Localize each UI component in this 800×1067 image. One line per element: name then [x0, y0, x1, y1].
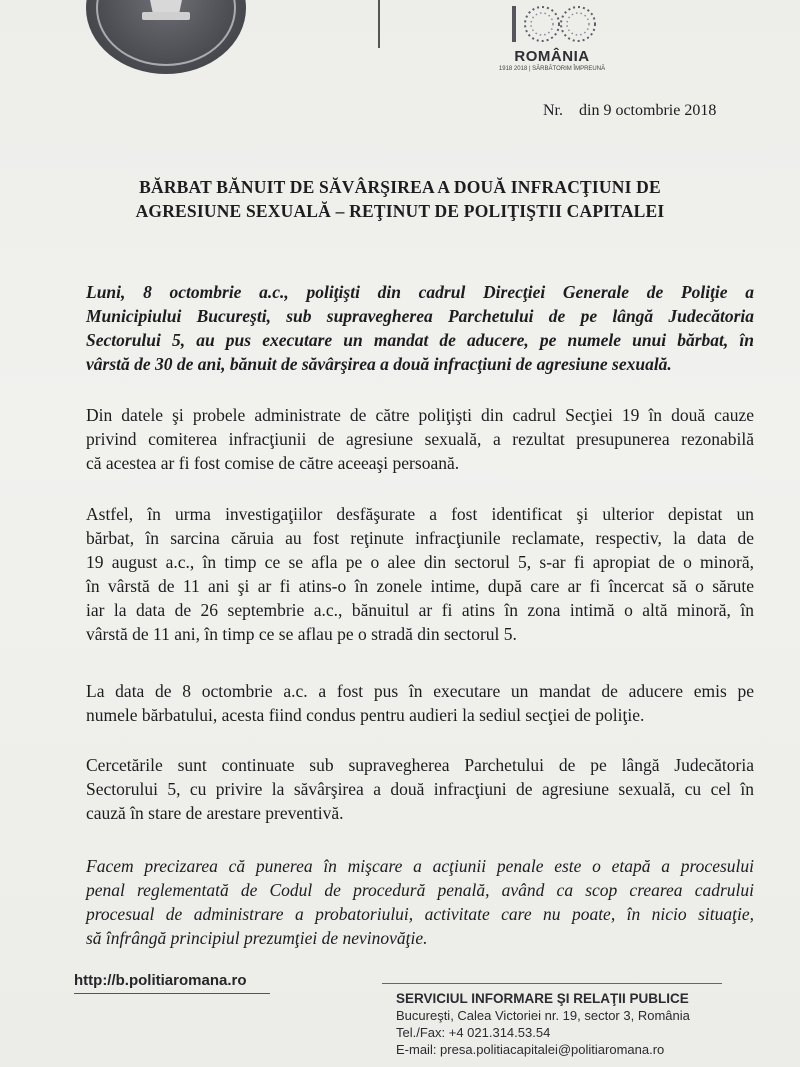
paragraph-line: să înfrângă principiul prezumţiei de nevinovăţie.: [86, 928, 428, 948]
paragraph-line: iar la data de 26 septembrie a.c., bănuitul ar fi atins în zona intimă o altă minoră, în: [86, 600, 754, 620]
document-title: [60, 175, 740, 223]
logo-subtitle: 1918 2018 | SĂRBĂTORIM ÎMPREUNĂ: [498, 66, 606, 72]
website-underline: [74, 993, 270, 994]
document-reference: [543, 102, 716, 120]
police-seal-emblem: [86, 0, 246, 74]
website-link[interactable]: http://b.politiaromana.ro: [74, 972, 247, 989]
paragraph-line: Facem precizarea că punerea în mişcare a acţiunii penale este o etapă a procesului: [86, 856, 754, 876]
disclaimer-paragraph: [86, 854, 754, 950]
paragraph-line: privind comiterea infracţiunii de agresiune sexuală, a rezultat presupunerea rezonabilă: [86, 429, 754, 449]
investigation-paragraph: [86, 502, 754, 646]
reference-date: din 9 octombrie 2018: [579, 102, 717, 119]
continuation-paragraph: [86, 753, 754, 825]
paragraph-line: Sectorului 5, cu privire la săvârşirea a două infracţiuni de agresiune sexuală, cu cel în: [86, 779, 754, 799]
lead-paragraph: [86, 280, 754, 376]
paragraph-line: procesual de administrare a probatoriului, activitate care nu poate, în nicio situaţie,: [86, 904, 754, 924]
paragraph-line: cauză în stare de arestare preventivă.: [86, 803, 344, 823]
contact-heading: SERVICIUL INFORMARE ŞI RELAŢII PUBLICE: [396, 991, 689, 1006]
paragraph-line: vârstă de 11 ani, în timp ce se aflau pe o stradă din sectorul 5.: [86, 624, 517, 644]
paragraph-line: Din datele şi probele administrate de către poliţişti din cadrul Secţiei 19 în două cauze: [86, 405, 754, 425]
contact-address: Bucureşti, Calea Victoriei nr. 19, sector 3, România: [396, 1008, 690, 1023]
paragraph-line: Astfel, în urma investigaţiilor desfăşurate a fost identificat şi ulterior depistat un: [86, 504, 754, 524]
contact-email[interactable]: E-mail: presa.politiacapitalei@politiaromana.ro: [396, 1042, 665, 1057]
reference-number-label: Nr.: [543, 102, 563, 119]
paragraph-line: vârstă de 30 de ani, bănuit de săvârşirea a două infracţiuni de agresiune sexuală.: [86, 354, 672, 374]
paragraph-line: Luni, 8 octombrie a.c., poliţişti din cadrul Direcţiei Generale de Poliţie a: [86, 282, 754, 302]
paragraph-line: penal reglementată de Codul de procedură penală, având ca scop crearea cadrului: [86, 880, 754, 900]
header-divider: [378, 0, 380, 48]
paragraph-line: bărbat, în sarcina căruia au fost reţinute infracţiunile reclamate, respectiv, la data de: [86, 528, 754, 548]
paragraph-line: Municipiului Bucureşti, sub supravegherea Parchetului de pe lângă Judecătoria: [86, 306, 754, 326]
evidence-paragraph: [86, 403, 754, 475]
logo-title: ROMÂNIA: [514, 48, 590, 65]
paragraph-line: în vârstă de 11 ani şi ar fi atins-o în zonele intime, după care ar fi încercat să o sărute: [86, 576, 754, 596]
paragraph-line: 19 august a.c., în timp ce se afla pe o alee din sectorul 5, s-ar fi apropiat de o minoră,: [86, 552, 754, 572]
paragraph-line: că acestea ar fi fost comise de către aceeaşi persoană.: [86, 453, 460, 473]
paragraph-line: La data de 8 octombrie a.c. a fost pus în executare un mandat de aducere emis pe: [86, 681, 754, 701]
title-line: AGRESIUNE SEXUALĂ – REŢINUT DE POLIŢIŞTII CAPITALEI: [135, 201, 665, 221]
contact-phone: Tel./Fax: +4 021.314.53.54: [396, 1025, 551, 1040]
warrant-paragraph: [86, 679, 754, 727]
centenary-100-icon: [504, 2, 600, 46]
title-line: BĂRBAT BĂNUIT DE SĂVÂRŞIREA A DOUĂ INFRACŢIUNI DE: [139, 177, 661, 197]
paragraph-line: numele bărbatului, acesta fiind condus pentru audieri la sediul secţiei de poliţie.: [86, 705, 645, 725]
paragraph-line: Sectorului 5, au pus executare un mandat de aducere, pe numele unui bărbat, în: [86, 330, 754, 350]
centenary-logo: [494, 2, 610, 82]
contact-divider: [382, 983, 722, 984]
paragraph-line: Cercetările sunt continuate sub supravegherea Parchetului de pe lângă Judecătoria: [86, 755, 754, 775]
contact-block: [396, 990, 690, 1058]
